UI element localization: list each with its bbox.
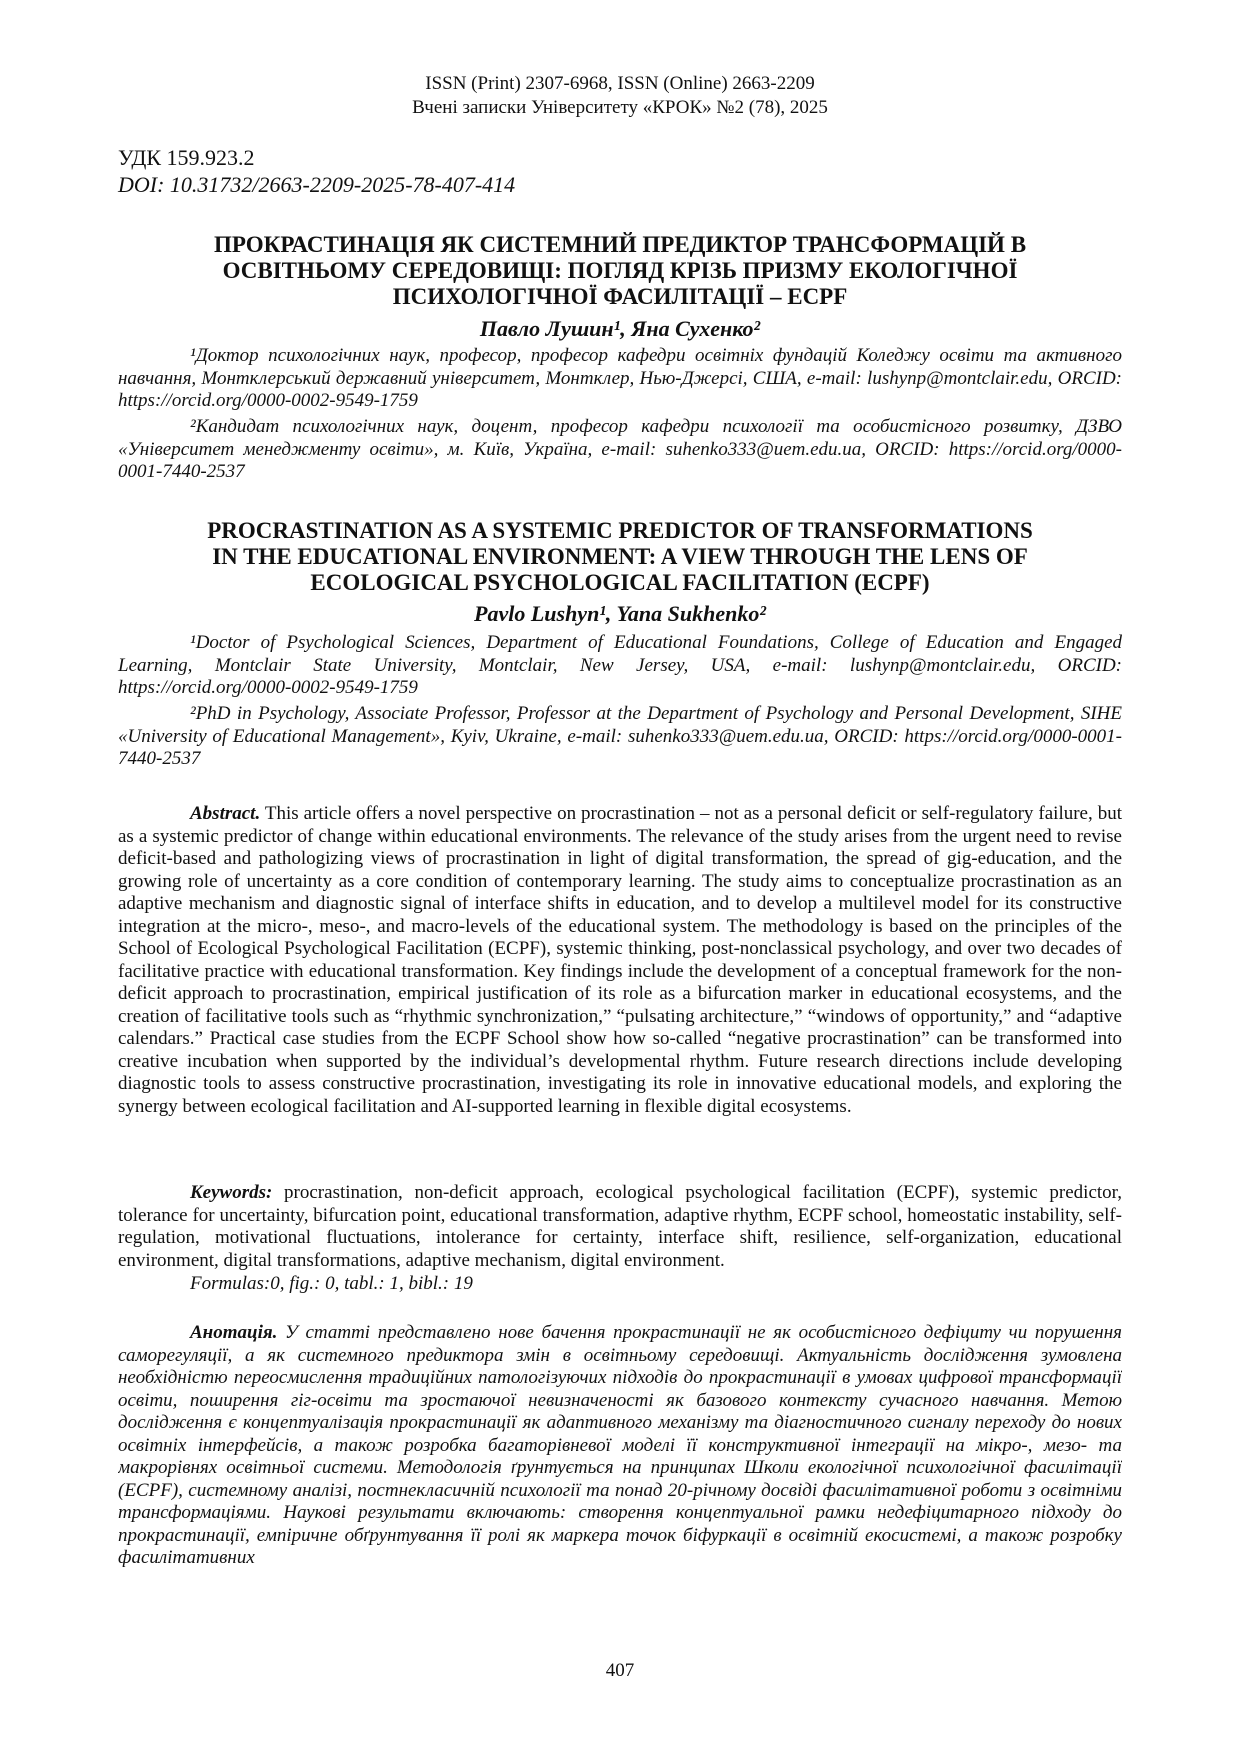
en-title — [118, 518, 1122, 596]
ua-title-line: ПРОКРАСТИНАЦІЯ ЯК СИСТЕМНИЙ ПРЕДИКТОР ТРАНСФОРМАЦІЙ В — [213, 232, 1027, 257]
ua-authors: Павло Лушин¹, Яна Сухенко² — [479, 316, 761, 341]
keywords-label: Keywords: — [190, 1182, 273, 1203]
ua-title-line: ОСВІТНЬОМУ СЕРЕДОВИЩІ: ПОГЛЯД КРІЗЬ ПРИЗМУ ЕКОЛОГІЧНОЇ — [222, 258, 1018, 283]
annotation-text: У статті представлено нове бачення прокрастинації не як особистісного дефіциту чи порушення саморегуляції, а як системного предиктора змін в освітньому середовищі. Актуальність дослідження зумовлена необхідністю переосмислення традиційних патологізуючих підходів до прокрастинації в умовах цифрової трансформації освіти, поширення гіг-освіти та зростаючої невизначеності як базового контексту сучасного навчання. Метою дослідження є концептуалізація прокрастинації як адаптивного механізму та діагностичного сигналу переходу до нових освітніх інтерфейсів, а також розробка багаторівневої моделі її конструктивної інтеграції на мікро-, мезо- та макрорівнях освітньої системи. Методологія ґрунтується на принципах Школи екологічної психологічної фасилітації (ECPF), системному аналізі, постнекласичній психології та понад 20-річному досвіді фасилітативної роботи з освітніми трансформаціями. Наукові результати включають: створення концептуальної рамки недефіцитарного підходу до прокрастинації, емпіричне обґрунтування її ролі як маркера точок біфуркації в освітній екосистемі, а також розробку фасилітативних — [118, 1322, 1122, 1568]
ua-title-line: ПСИХОЛОГІЧНОЇ ФАСИЛІТАЦІЇ – ECPF — [392, 284, 848, 309]
journal-issn: ISSN (Print) 2307-6968, ISSN (Online) 2663-2209 — [425, 73, 815, 94]
formulas-line — [118, 1273, 1194, 1296]
en-title-line: ECOLOGICAL PSYCHOLOGICAL FACILITATION (ECPF) — [310, 570, 930, 595]
annotation — [118, 1322, 1122, 1654]
en-authors: Pavlo Lushyn¹, Yana Sukhenko² — [474, 601, 766, 626]
udk-code: УДК 159.923.2 — [118, 145, 255, 170]
en-affiliation-1: ¹Doctor of Psychological Sciences, Department of Educational Foundations, College of Education and Engaged Learning, Montclair State University, Montclair, New Jersey, USA, e-mail: lushynp@montclair.edu, ORCID: https://orcid.org/0000-0002-9549-1759 — [118, 632, 1122, 698]
keywords-text: procrastination, non-deficit approach, ecological psychological facilitation (ECPF), systemic predictor, tolerance for uncertainty, bifurcation point, educational transformation, adaptive rhythm, ECPF school, homeostatic instability, self-regulation, motivational fluctuations, intolerance for certainty, interface shift, resilience, self-organization, educational environment, digital transformations, adaptive mechanism, digital environment. — [118, 1182, 1122, 1271]
ua-title — [118, 232, 1122, 310]
en-title-line: IN THE EDUCATIONAL ENVIRONMENT: A VIEW THROUGH THE LENS OF — [212, 544, 1028, 569]
en-title-line: PROCRASTINATION AS A SYSTEMIC PREDICTOR OF TRANSFORMATIONS — [207, 518, 1033, 543]
abstract — [118, 803, 1122, 1118]
abstract-label: Abstract. — [190, 803, 261, 824]
keywords — [118, 1182, 1122, 1272]
annotation-label: Анотація. — [190, 1322, 278, 1343]
doi: DOI: 10.31732/2663-2209-2025-78-407-414 — [118, 172, 516, 197]
en-affiliation-2: ²PhD in Psychology, Associate Professor, Professor at the Department of Psychology and Personal Development, SIHE «University of Educational Management», Kyiv, Ukraine, e-mail: suhenko333@uem.edu.ua, ORCID: https://orcid.org/0000-0001-7440-2537 — [118, 703, 1122, 769]
journal-title: Вчені записки Університету «КРОК» №2 (78), 2025 — [412, 97, 828, 118]
ua-affiliation-2: ²Кандидат психологічних наук, доцент, професор кафедри психології та особистісного розвитку, ДЗВО «Університет менеджменту освіти», м. Київ, Україна, e-mail: suhenko333@uem.edu.ua, ORCID: https://orcid.org/0000-0001-7440-2537 — [118, 416, 1122, 482]
ua-affiliation-1: ¹Доктор психологічних наук, професор, професор кафедри освітніх фундацій Коледжу освіти та активного навчання, Монтклерський державний університет, Монтклер, Нью-Джерсі, США, e-mail: lushynp@montclair.edu, ORCID: https://orcid.org/0000-0002-9549-1759 — [118, 345, 1122, 411]
formulas-text: Formulas:0, fig.: 0, tabl.: 1, bibl.: 19 — [190, 1273, 473, 1294]
abstract-text: This article offers a novel perspective on procrastination – not as a personal deficit or self-regulatory failure, but as a systemic predictor of change within educational environments. The relevance of the study arises from the urgent need to revise deficit-based and pathologizing views of procrastination in light of digital transformation, the spread of gig-education, and the growing role of uncertainty as a core condition of contemporary learning. The study aims to conceptualize procrastination as an adaptive mechanism and diagnostic signal of interface shifts in education, and to develop a multilevel model for its constructive integration at the micro-, meso-, and macro-levels of the educational system. The methodology is based on the principles of the School of Ecological Psychological Facilitation (ECPF), systemic thinking, post-nonclassical psychology, and over two decades of facilitative practice with educational transformation. Key findings include the development of a conceptual framework for the non-deficit approach to procrastination, empirical justification of its role as a bifurcation marker in educational ecosystems, and the creation of facilitative tools such as “rhythmic synchronization,” “pulsating architecture,” “windows of opportunity,” and “adaptive calendars.” Practical case studies from the ECPF School show how so-called “negative procrastination” can be transformed into creative incubation when supported by the individual’s developmental rhythm. Future research directions include developing diagnostic tools to assess constructive procrastination, investigating its role in innovative educational models, and exploring the synergy between ecological facilitation and AI-supported learning in flexible digital ecosystems. — [118, 803, 1122, 1117]
page-number: 407 — [605, 1660, 635, 1681]
